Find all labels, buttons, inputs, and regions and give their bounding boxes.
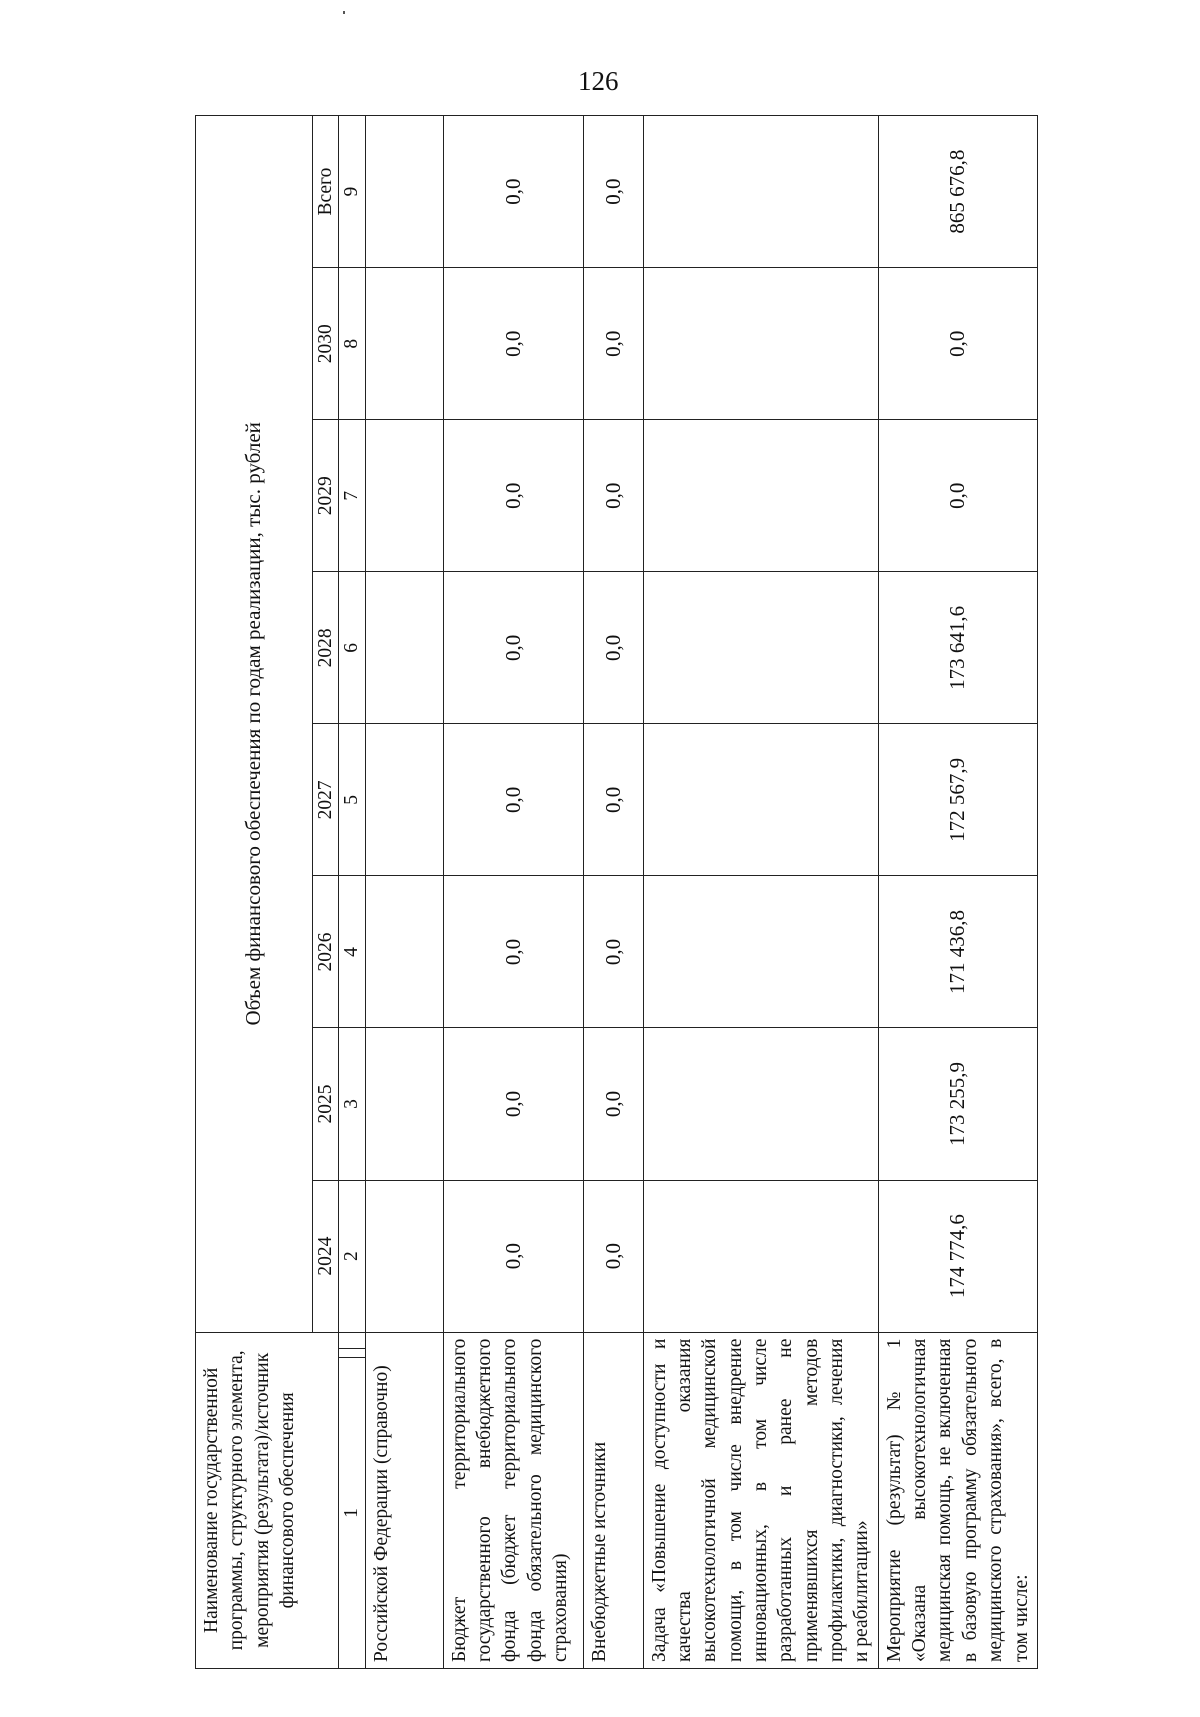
year-header: 2027 xyxy=(313,724,339,876)
column-number: 1 xyxy=(339,1357,365,1668)
value-cell: 0,0 xyxy=(583,268,643,420)
rotated-table-container xyxy=(195,115,1095,1669)
year-header: 2028 xyxy=(313,572,339,724)
financing-table xyxy=(195,115,1038,1669)
value-cell xyxy=(643,876,878,1028)
column-number: 6 xyxy=(339,572,365,724)
year-header: Всего xyxy=(313,116,339,268)
value-cell: 0,0 xyxy=(583,724,643,876)
column-number: 9 xyxy=(339,116,365,268)
scan-speck xyxy=(343,11,345,14)
empty-cell xyxy=(339,1332,365,1348)
value-cell: 0,0 xyxy=(583,116,643,268)
name-column-header: Наименование государственной программы, структурного элемента, мероприятия (результата)/источник финансового обеспечения xyxy=(196,1332,339,1668)
value-cell: 0,0 xyxy=(583,572,643,724)
value-cell: 0,0 xyxy=(443,420,583,572)
table-row xyxy=(443,116,583,1669)
table-row xyxy=(583,116,643,1669)
value-cell: 0,0 xyxy=(583,876,643,1028)
value-cell xyxy=(365,420,443,572)
value-cell xyxy=(365,1180,443,1332)
table-row xyxy=(643,116,878,1669)
year-header: 2030 xyxy=(313,268,339,420)
value-cell: 173 641,6 xyxy=(878,572,1037,724)
table-row xyxy=(878,116,1037,1669)
value-cell: 0,0 xyxy=(443,1028,583,1180)
page-number: 126 xyxy=(578,66,619,96)
row-name: Внебюджетные источники xyxy=(583,1332,643,1668)
year-header: 2026 xyxy=(313,876,339,1028)
volume-header: Объем финансового обеспечения по годам реализации, тыс. рублей xyxy=(196,116,313,1333)
column-number: 3 xyxy=(339,1028,365,1180)
value-cell: 0,0 xyxy=(878,268,1037,420)
row-name: Бюджет территориального государственного внебюджетного фонда (бюджет территориального фонда обязательного медицинского страхования) xyxy=(443,1332,583,1668)
value-cell: 172 567,9 xyxy=(878,724,1037,876)
value-cell xyxy=(365,1028,443,1180)
value-cell xyxy=(365,116,443,268)
empty-cell xyxy=(339,1348,365,1357)
value-cell xyxy=(643,116,878,268)
value-cell: 0,0 xyxy=(583,1180,643,1332)
value-cell: 865 676,8 xyxy=(878,116,1037,268)
value-cell xyxy=(365,724,443,876)
value-cell xyxy=(643,572,878,724)
row-name: Российской Федерации (справочно) xyxy=(365,1332,443,1668)
value-cell: 0,0 xyxy=(443,724,583,876)
value-cell: 171 436,8 xyxy=(878,876,1037,1028)
year-header: 2024 xyxy=(313,1180,339,1332)
value-cell: 173 255,9 xyxy=(878,1028,1037,1180)
column-number: 8 xyxy=(339,268,365,420)
value-cell xyxy=(365,876,443,1028)
value-cell xyxy=(365,268,443,420)
value-cell: 0,0 xyxy=(443,116,583,268)
value-cell xyxy=(643,1180,878,1332)
column-number: 7 xyxy=(339,420,365,572)
value-cell xyxy=(643,268,878,420)
value-cell xyxy=(365,572,443,724)
value-cell xyxy=(643,724,878,876)
value-cell: 0,0 xyxy=(443,876,583,1028)
value-cell: 0,0 xyxy=(443,1180,583,1332)
column-number: 5 xyxy=(339,724,365,876)
value-cell: 174 774,6 xyxy=(878,1180,1037,1332)
row-name: Задача «Повышение доступности и качества оказания высокотехнологичной медицинской помощи, в том числе внедрение инновационных, в том числе разработанных и ранее не применявшихся методов профилактики, диагностики, лечения и реабилитации» xyxy=(643,1332,878,1668)
value-cell: 0,0 xyxy=(443,268,583,420)
value-cell xyxy=(643,420,878,572)
column-number-row xyxy=(339,116,365,1669)
value-cell xyxy=(643,1028,878,1180)
year-header: 2025 xyxy=(313,1028,339,1180)
value-cell: 0,0 xyxy=(443,572,583,724)
year-header: 2029 xyxy=(313,420,339,572)
row-name: Мероприятие (результат) № 1 «Оказана высокотехнологичная медицинская помощь, не включенная в базовую программу обязательного медицинского страхования», всего, в том числе: xyxy=(878,1332,1037,1668)
table-row xyxy=(365,116,443,1669)
value-cell: 0,0 xyxy=(583,1028,643,1180)
column-number: 2 xyxy=(339,1180,365,1332)
value-cell: 0,0 xyxy=(878,420,1037,572)
header-row-top xyxy=(196,116,313,1669)
value-cell: 0,0 xyxy=(583,420,643,572)
column-number: 4 xyxy=(339,876,365,1028)
